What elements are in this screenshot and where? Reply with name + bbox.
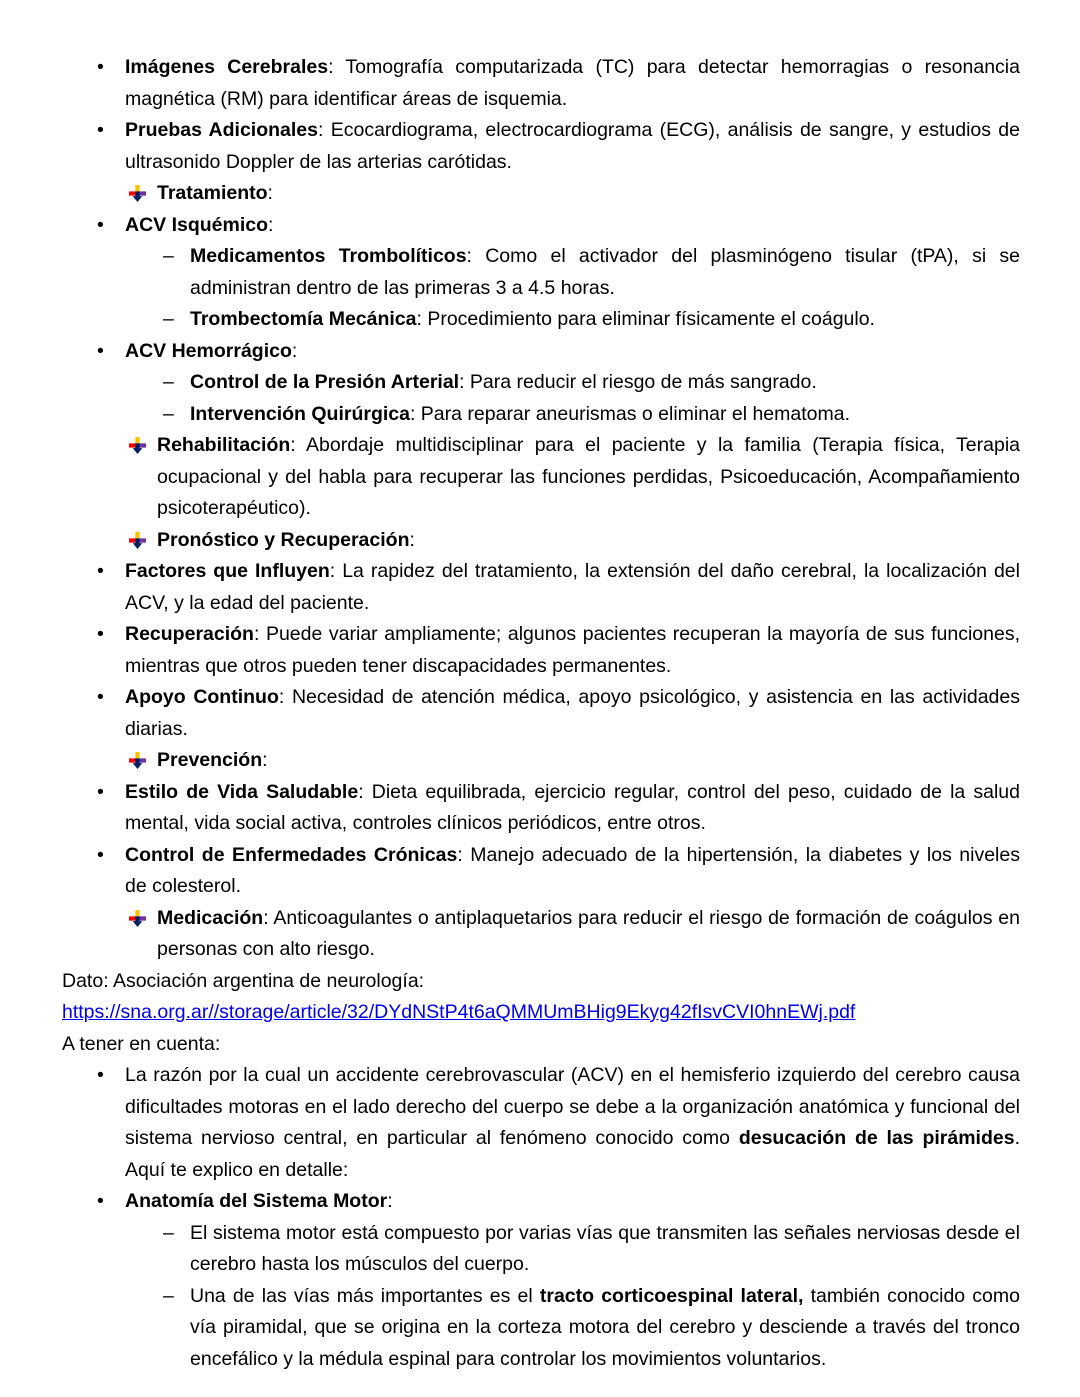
list-item-text: : Abordaje multidisciplinar para el paciente y la familia (Terapia física, Terapia ocupacional y del habla para recuperar las funciones perdidas, Psicoeducación, Acompañamiento psicoterapéutico). (157, 434, 1020, 519)
dash-icon: – (163, 371, 174, 393)
sub-list-item (163, 1218, 1020, 1281)
sub-list-item-label: Medicamentos Trombolíticos (190, 245, 467, 267)
list-item (97, 115, 1020, 178)
list-item-text: : (291, 339, 298, 362)
arrow-down-icon (129, 185, 147, 203)
arrow-down-icon (129, 532, 147, 550)
arrow-down-icon (129, 910, 147, 928)
bullet-icon: • (97, 213, 104, 236)
notice-heading: A tener en cuenta: (62, 1032, 221, 1055)
bullet-icon: • (97, 780, 104, 803)
list-item (97, 210, 1020, 242)
list-item (97, 52, 1020, 115)
source-label: Dato: Asociación argentina de neurología: (62, 969, 425, 992)
sub-list-item-label: Control de la Presión Arterial (190, 371, 460, 393)
note-text-pre: La razón por la cual un accidente cerebrovascular (ACV) en el hemisferio izquierdo del cerebro causa dificultades motoras en el lado derecho del cuerpo se debe a la organización anatómica y funcional del sistema nervioso central, en particular al fenómeno conocido como (125, 1064, 1020, 1149)
bullet-icon: • (97, 1064, 104, 1086)
list-item-text: : (409, 528, 415, 551)
dash-icon: – (163, 308, 174, 330)
list-item-text: : Tomografía computarizada (TC) para detectar hemorragias o resonancia magnética (RM) para identificar áreas de isquemia. (125, 56, 1020, 110)
list-item (97, 840, 1020, 903)
list-item-label: Pruebas Adicionales (125, 119, 318, 141)
list-item-label: ACV Hemorrágico (125, 339, 292, 362)
list-item-text: : Necesidad de atención médica, apoyo psicológico, y asistencia en las actividades diarias. (125, 686, 1020, 740)
sub-list-item (163, 1281, 1020, 1376)
list-item-label: Rehabilitación (157, 434, 291, 456)
sub-list-item-text: : Para reducir el riesgo de más sangrado. (459, 371, 817, 393)
list-item-text: : (387, 1190, 393, 1212)
dash-icon: – (163, 245, 174, 267)
list-item-heading (157, 525, 1020, 557)
bullet-icon: • (97, 843, 104, 866)
sub-list-item-label: Intervención Quirúrgica (190, 402, 410, 425)
dash-icon: – (163, 1284, 174, 1307)
bullet-icon: • (97, 686, 104, 708)
note-text-pre: Una de las vías más importantes es el (190, 1284, 540, 1307)
list-item-text: : Dieta equilibrada, ejercicio regular, control del peso, cuidado de la salud mental, vida social activa, controles clínicos periódicos, entre otros. (125, 780, 1020, 834)
list-item (97, 777, 1020, 840)
sub-list-item-text: : Procedimiento para eliminar físicamente el coágulo. (416, 308, 875, 330)
sub-list-item-label: Trombectomía Mecánica (190, 308, 417, 330)
list-item (97, 1060, 1021, 1186)
sub-list-item (163, 367, 1020, 399)
list-item-label: Factores que Influyen (125, 560, 330, 582)
treatment-section-list (62, 52, 1020, 966)
arrow-down-icon (129, 437, 147, 455)
list-item-text: : Manejo adecuado de la hipertensión, la diabetes y los niveles de colesterol. (125, 843, 1020, 897)
sub-list-item (163, 399, 1020, 431)
list-item-label: Estilo de Vida Saludable (125, 780, 359, 803)
list-item-text: : (267, 182, 273, 204)
list-item-label: Pronóstico y Recuperación (157, 528, 410, 551)
bullet-icon: • (97, 560, 104, 582)
bullet-icon: • (97, 56, 104, 78)
bullet-icon: • (97, 339, 104, 362)
list-item (97, 556, 1020, 619)
list-item-label: Imágenes Cerebrales (125, 56, 329, 78)
document-body (62, 52, 1020, 1375)
list-item-heading (157, 178, 1020, 210)
list-item-text: : La rapidez del tratamiento, la extensión del daño cerebral, la localización del ACV, y la edad del paciente. (125, 560, 1020, 614)
list-item-label: Apoyo Continuo (125, 686, 279, 708)
sub-list-item (163, 304, 1020, 336)
list-item-text: : Puede variar ampliamente; algunos pacientes recuperan la mayoría de sus funciones, mientras que otros pueden tener discapacidades permanentes. (125, 623, 1020, 677)
source-link-row (62, 997, 1020, 1029)
list-item-label: Control de Enfermedades Crónicas (125, 843, 458, 866)
list-item-text: : (268, 213, 274, 236)
list-item-text: : (262, 749, 268, 771)
list-item-label: Anatomía del Sistema Motor (125, 1190, 388, 1212)
notes-list (62, 1060, 1020, 1375)
list-item (97, 619, 1020, 682)
sub-list-item-text: : Como el activador del plasminógeno tisular (tPA), si se administran dentro de las primeras 3 a 4.5 horas. (190, 245, 1021, 299)
list-item-text: : Ecocardiograma, electrocardiograma (ECG), análisis de sangre, y estudios de ultrasonido Doppler de las arterias carótidas. (125, 119, 1020, 173)
source-link[interactable]: https://sna.org.ar//storage/article/32/DYdNStP4t6aQMMUmBHig9Ekyg42fIsvCVI0hnEWj.pdf (62, 1001, 856, 1023)
dash-icon: – (163, 402, 174, 425)
sub-list-item-text: El sistema motor está compuesto por varias vías que transmiten las señales nerviosas desde el cerebro hasta los músculos del cuerpo. (190, 1221, 1020, 1275)
list-item-heading (157, 745, 1020, 777)
note-text-post: también conocido como vía piramidal, que se origina en la corteza motora del cerebro y desciende a través del tronco encefálico y la médula espinal para controlar los movimientos voluntarios. (190, 1284, 1020, 1370)
list-item (97, 1186, 1020, 1218)
list-item (97, 682, 1020, 745)
dash-icon: – (163, 1221, 174, 1244)
list-item-label: Recuperación (125, 623, 254, 645)
list-item (157, 430, 1020, 525)
note-text-post: . Aquí te explico en detalle: (125, 1127, 1021, 1181)
list-item-label: Medicación (157, 906, 264, 929)
bullet-icon: • (97, 1190, 104, 1212)
list-item-text: : Anticoagulantes o antiplaquetarios para reducir el riesgo de formación de coágulos en personas con alto riesgo. (157, 906, 1020, 960)
list-item-label: ACV Isquémico (125, 213, 269, 236)
list-item-label: Prevención (157, 749, 263, 771)
list-item (157, 903, 1020, 966)
list-item-label: Tratamiento (157, 182, 268, 204)
arrow-down-icon (129, 752, 147, 770)
list-item (97, 336, 1020, 368)
note-emphasis: desucación de las pirámides (738, 1127, 1015, 1149)
note-emphasis: tracto corticoespinal lateral, (539, 1284, 804, 1307)
bullet-icon: • (97, 119, 104, 141)
sub-list-item (163, 241, 1021, 304)
sub-list-item-text: : Para reparar aneurismas o eliminar el hematoma. (409, 402, 850, 425)
bullet-icon: • (97, 623, 104, 645)
